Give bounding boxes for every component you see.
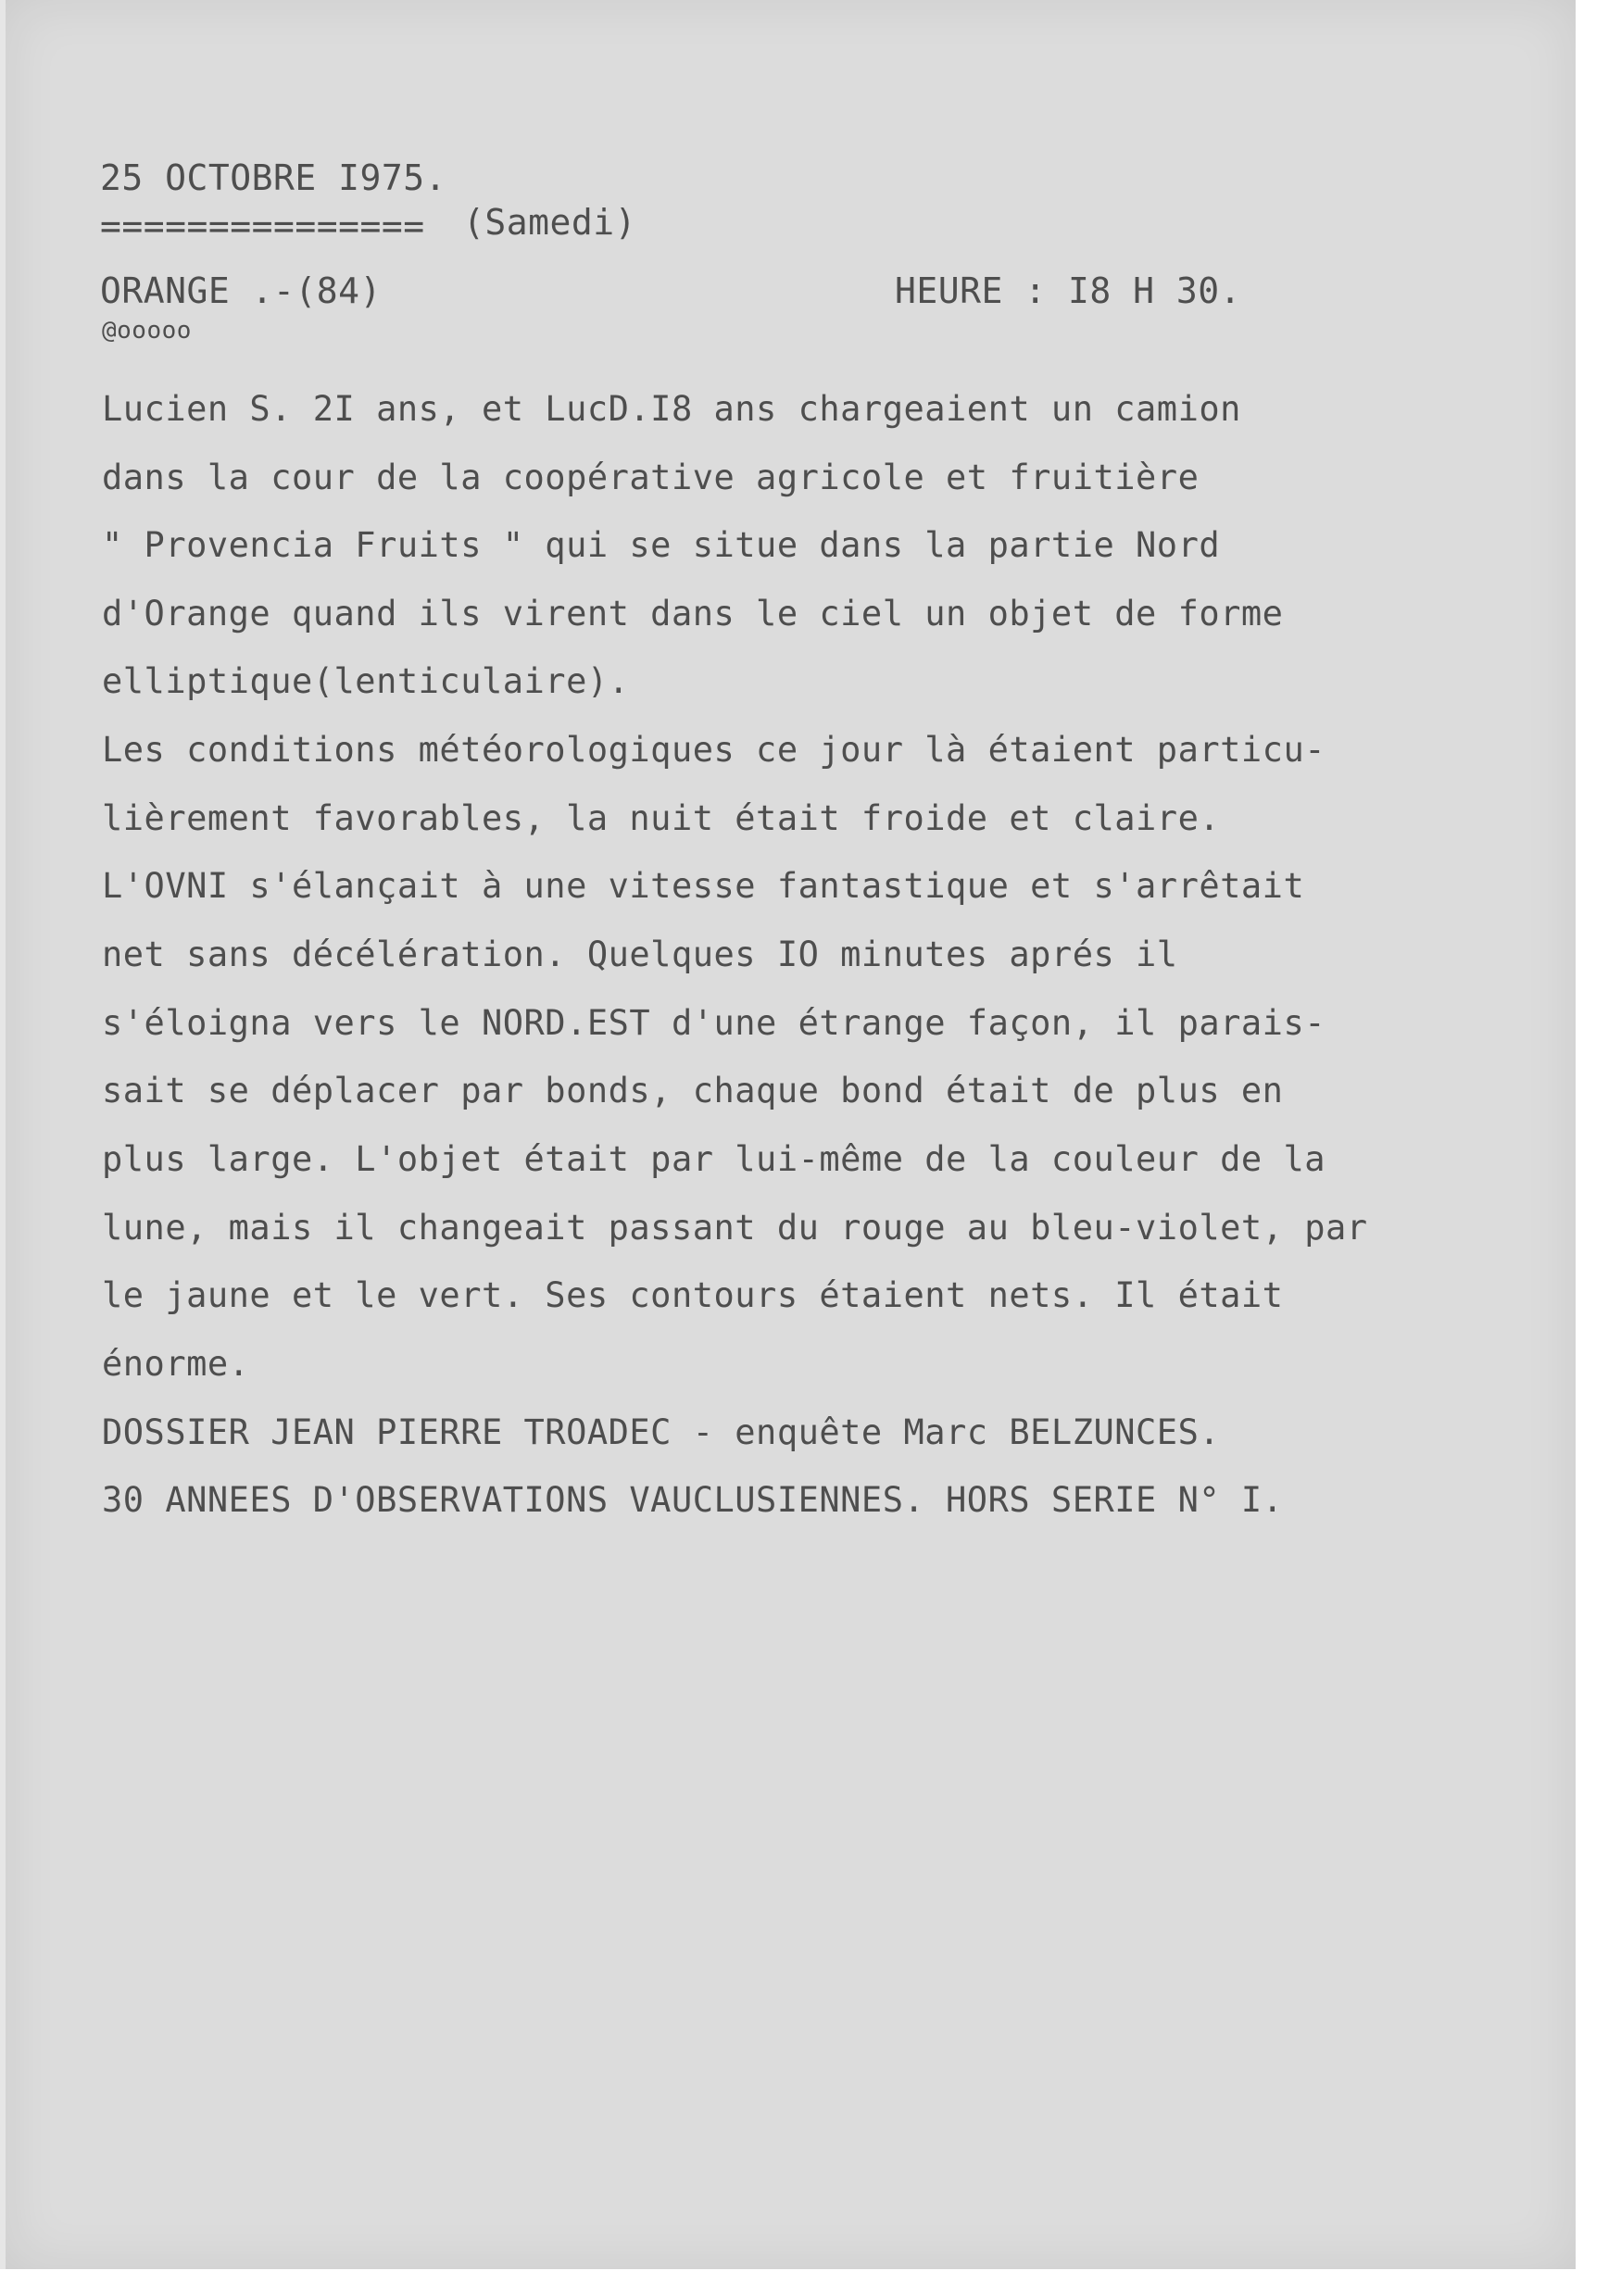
body-line: L'OVNI s'élançait à une vitesse fantastique et s'arrêtait	[102, 866, 1305, 906]
body-line: net sans décélération. Quelques IO minutes aprés il	[102, 935, 1178, 974]
source-credit: DOSSIER JEAN PIERRE TROADEC - enquête Marc BELZUNCES.	[102, 1412, 1221, 1452]
body-line: Lucien S. 2I ans, et LucD.I8 ans chargeaient un camion	[102, 389, 1241, 429]
body-line: lune, mais il changeait passant du rouge au bleu-violet, par	[102, 1208, 1368, 1248]
body-line: d'Orange quand ils virent dans le ciel un objet de forme	[102, 594, 1284, 634]
report-weekday: (Samedi)	[463, 202, 637, 243]
place-underline: @ooooo	[102, 317, 192, 345]
body-line: plus large. L'objet était par lui-même de la couleur de la	[102, 1139, 1326, 1179]
body-line: Les conditions météorologiques ce jour là étaient particu-	[102, 730, 1326, 770]
body-line: énorme.	[102, 1344, 250, 1384]
body-line: sait se déplacer par bonds, chaque bond était de plus en	[102, 1071, 1284, 1110]
body-line: le jaune et le vert. Ses contours étaient nets. Il était	[102, 1275, 1284, 1315]
body-line: lièrement favorables, la nuit était froide et claire.	[102, 798, 1221, 838]
body-line: s'éloigna vers le NORD.EST d'une étrange façon, il parais-	[102, 1003, 1326, 1043]
report-place: ORANGE .-(84)	[100, 270, 382, 311]
scan-border-bottom	[0, 2269, 1621, 2296]
body-line: " Provencia Fruits " qui se situe dans la partie Nord	[102, 525, 1221, 565]
report-date: 25 OCTOBRE I975.	[100, 157, 447, 198]
body-line: dans la cour de la coopérative agricole et fruitière	[102, 458, 1200, 497]
publication-reference: 30 ANNEES D'OBSERVATIONS VAUCLUSIENNES. HORS SERIE N° I.	[102, 1480, 1284, 1520]
scan-border-right	[1576, 0, 1621, 2296]
date-underline: ===============	[100, 206, 425, 246]
body-line: elliptique(lenticulaire).	[102, 661, 630, 701]
report-time: HEURE : I8 H 30.	[895, 270, 1242, 311]
typed-page	[6, 0, 1576, 2269]
